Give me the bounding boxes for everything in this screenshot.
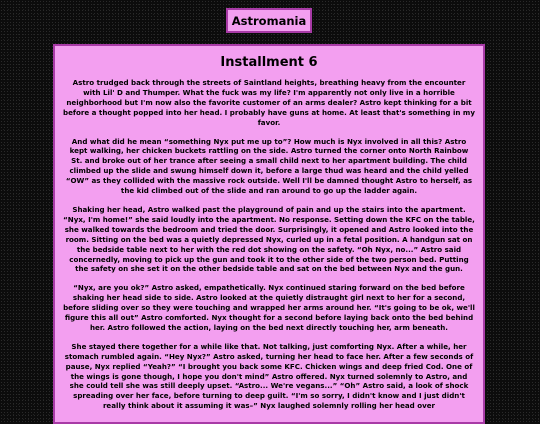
story-paragraph: She stayed there together for a while like that. Not talking, just comforting Nyx. After a while, her stomach rumbled again. “Hey Nyx?” Astro asked, turning her head to face her. After a few seconds of pause, Nyx replied “Yeah?” “I brought you back some KFC. Chicken wings and deep fried Cod. One of the wings is gone though, I hope you don't mind” Astro offered. Nyx turned solemnly to Astro, and she could tell she was still deeply upset. “Astro... We're vegans...” “Oh” Astro said, a look of shock spreading over her face, before turning to deep guilt. “I'm so sorry, I didn't know and I just didn't really think about it assuming it was–” Nyx laughed solemnly rolling her head over [64, 341, 474, 411]
story-paragraph: Shaking her head, Astro walked past the playground of pain and up the stairs into the apartment. “Nyx, I'm home!” she said loudly into the apartment. No response. Setting down the KFC on the table, she walked towards the bedroom and tried the door. Surprisingly, it opened and Astro looked into the room. Sitting on the bed was a quietly depressed Nyx, curled up in a fetal position. A handgun sat on the bedside table next to her with the red dot showing on the safety. “Oh Nyx, no...” Astro said concernedly, moving to pick up the gun and took it to the other side of the two person bed. Putting the safety on she set it on the other bedside table and sat on the bed between Nyx and the gun. [63, 204, 475, 274]
story-content [53, 44, 485, 424]
installment-title: Installment 6 [220, 55, 318, 70]
story-paragraph: And what did he mean “something Nyx put me up to”? How much is Nyx involved in all this? Astro kept walking, her chicken buckets rattling on the side. Astro turned the corner onto North Rainbow St. and broke out of her trance after seeing a small child next to her apartment building. The child climbed up the slide and swung himself down it, before a large thud was heard and the child yelled “OW” as they collided with the massive rock outside. Well I'll be damned thought Astro to herself, as the kid climbed out of the slide and ran around to go up the ladder again. [65, 136, 473, 196]
site-header [226, 8, 312, 33]
site-title[interactable]: Astromania [231, 13, 307, 28]
story-paragraph: Astro trudged back through the streets of Saintland heights, breathing heavy from the encounter with Lil' D and Thumper. What the fuck was my life? I'm apparently not only live in a horrible neighborhood but I'm now also the favorite customer of an arms dealer? Astro kept thinking for a bit before a thought popped into her head. I probably have guns at home. At least that's something in my favor. [63, 78, 475, 127]
story-paragraph: “Nyx, are you ok?” Astro asked, empathetically. Nyx continued staring forward on the bed before shaking her head side to side. Astro looked at the quietly distraught girl next to her for a second, before sliding over so they were touching and wrapped her arms around her. “It's going to be ok, we'll figure this all out” Astro comforted. Nyx thought for a second before laying back onto the bed behind her. Astro followed the action, laying on the bed next directly touching her, arm beneath. [63, 283, 475, 332]
